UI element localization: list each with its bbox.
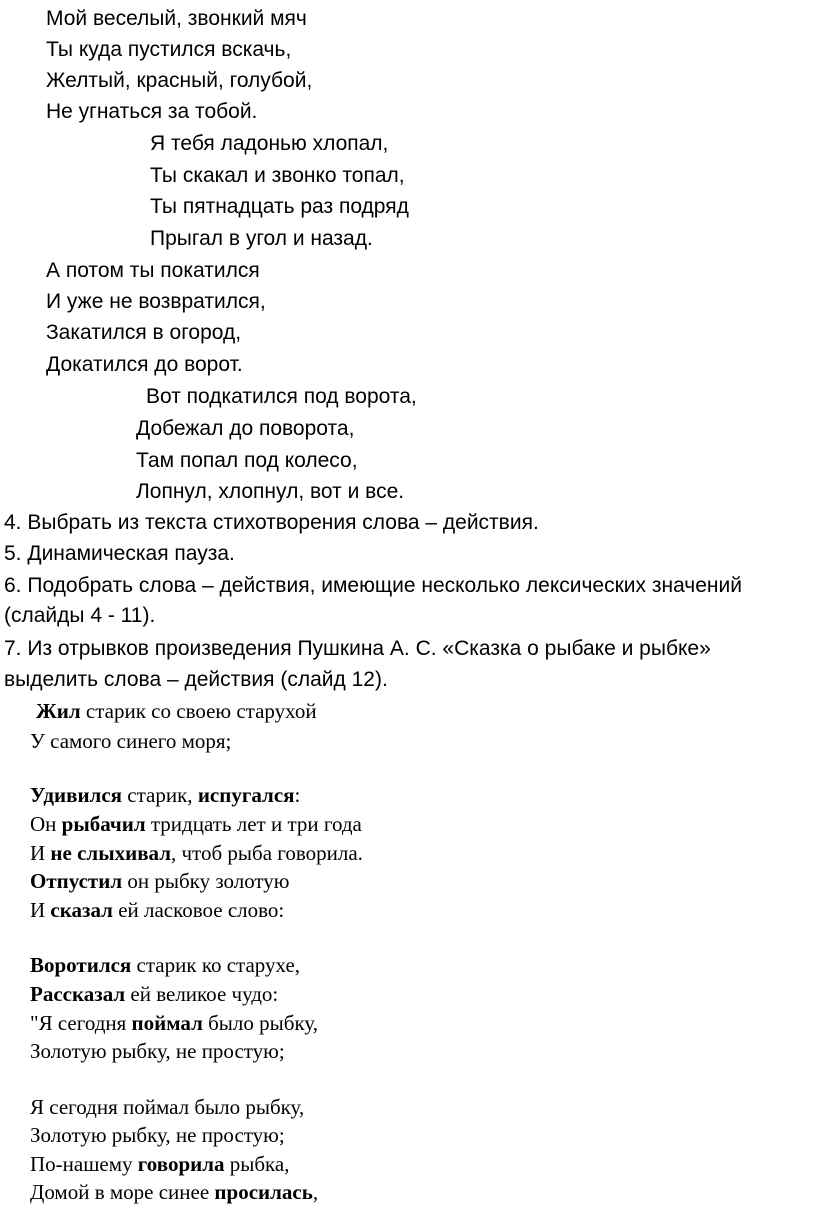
poem-line: Я тебя ладонью хлопал, xyxy=(150,132,389,155)
action-word: Удивился xyxy=(30,783,123,807)
action-word: не слыхивал xyxy=(50,841,171,865)
tale-line: Золотую рыбку, не простую; xyxy=(30,1123,285,1147)
action-word: просилась xyxy=(214,1180,313,1204)
poem-line: Ты скакал и звонко топал, xyxy=(150,164,405,187)
task-item: 4. Выбрать из текста стихотворения слова – действия. xyxy=(4,511,539,534)
action-word: испугался xyxy=(197,783,295,807)
task-item: 7. Из отрывков произведения Пушкина А. С. «Сказка о рыбаке и рыбке» xyxy=(4,637,711,660)
action-word: рыбачил xyxy=(61,812,146,836)
poem-line: Мой веселый, звонкий мяч xyxy=(46,7,307,30)
poem-line: Там попал под колесо, xyxy=(136,449,358,472)
tale-line: Рассказал ей великое чудо: xyxy=(30,982,279,1006)
tale-line: Он рыбачил тридцать лет и три года xyxy=(30,812,362,836)
tale-line: И сказал ей ласковое слово: xyxy=(30,898,285,922)
tale-line: Жил старик со своею старухой xyxy=(36,699,317,723)
poem-line: Ты куда пустился вскачь, xyxy=(46,38,292,61)
poem-line: Добежал до поворота, xyxy=(136,417,355,440)
poem-line: Закатился в огород, xyxy=(46,321,242,344)
action-word: Отпустил xyxy=(30,869,123,893)
action-word: Воротился xyxy=(30,953,132,977)
tale-line: Золотую рыбку, не простую; xyxy=(30,1039,285,1063)
poem-line: И уже не возвратился, xyxy=(46,290,266,313)
action-word: поймал xyxy=(131,1011,203,1035)
action-word: сказал xyxy=(50,898,113,922)
tale-line: "Я сегодня поймал было рыбку, xyxy=(30,1011,318,1035)
tale-line: Отпустил он рыбку золотую xyxy=(30,869,290,893)
action-word: Рассказал xyxy=(30,982,126,1006)
task-item: (слайды 4 - 11). xyxy=(4,604,156,627)
poem-line: Докатился до ворот. xyxy=(46,353,243,376)
tale-line: И не слыхивал, чтоб рыба говорила. xyxy=(30,841,363,865)
poem-line: Желтый, красный, голубой, xyxy=(46,69,313,92)
poem-line: Не угнаться за тобой. xyxy=(46,100,258,123)
poem-line: Ты пятнадцать раз подряд xyxy=(150,195,409,218)
task-item: выделить слова – действия (слайд 12). xyxy=(4,668,388,691)
poem-line: Прыгал в угол и назад. xyxy=(150,227,373,250)
task-item: 5. Динамическая пауза. xyxy=(4,542,235,565)
tale-line: Домой в море синее просилась, xyxy=(30,1180,319,1204)
poem-line: Лопнул, хлопнул, вот и все. xyxy=(136,480,405,503)
action-word: говорила xyxy=(137,1152,225,1176)
poem-line: Вот подкатился под ворота, xyxy=(146,385,417,408)
poem-line: А потом ты покатился xyxy=(46,259,260,282)
action-word: Жил xyxy=(36,699,81,723)
tale-line: Воротился старик ко старухе, xyxy=(30,953,301,977)
tale-line: Я сегодня поймал было рыбку, xyxy=(30,1095,305,1119)
tale-line: По-нашему говорила рыбка, xyxy=(30,1152,290,1176)
task-item: 6. Подобрать слова – действия, имеющие несколько лексических значений xyxy=(4,574,742,597)
tale-line: У самого синего моря; xyxy=(30,729,232,753)
tale-line: Удивился старик, испугался: xyxy=(30,783,301,807)
